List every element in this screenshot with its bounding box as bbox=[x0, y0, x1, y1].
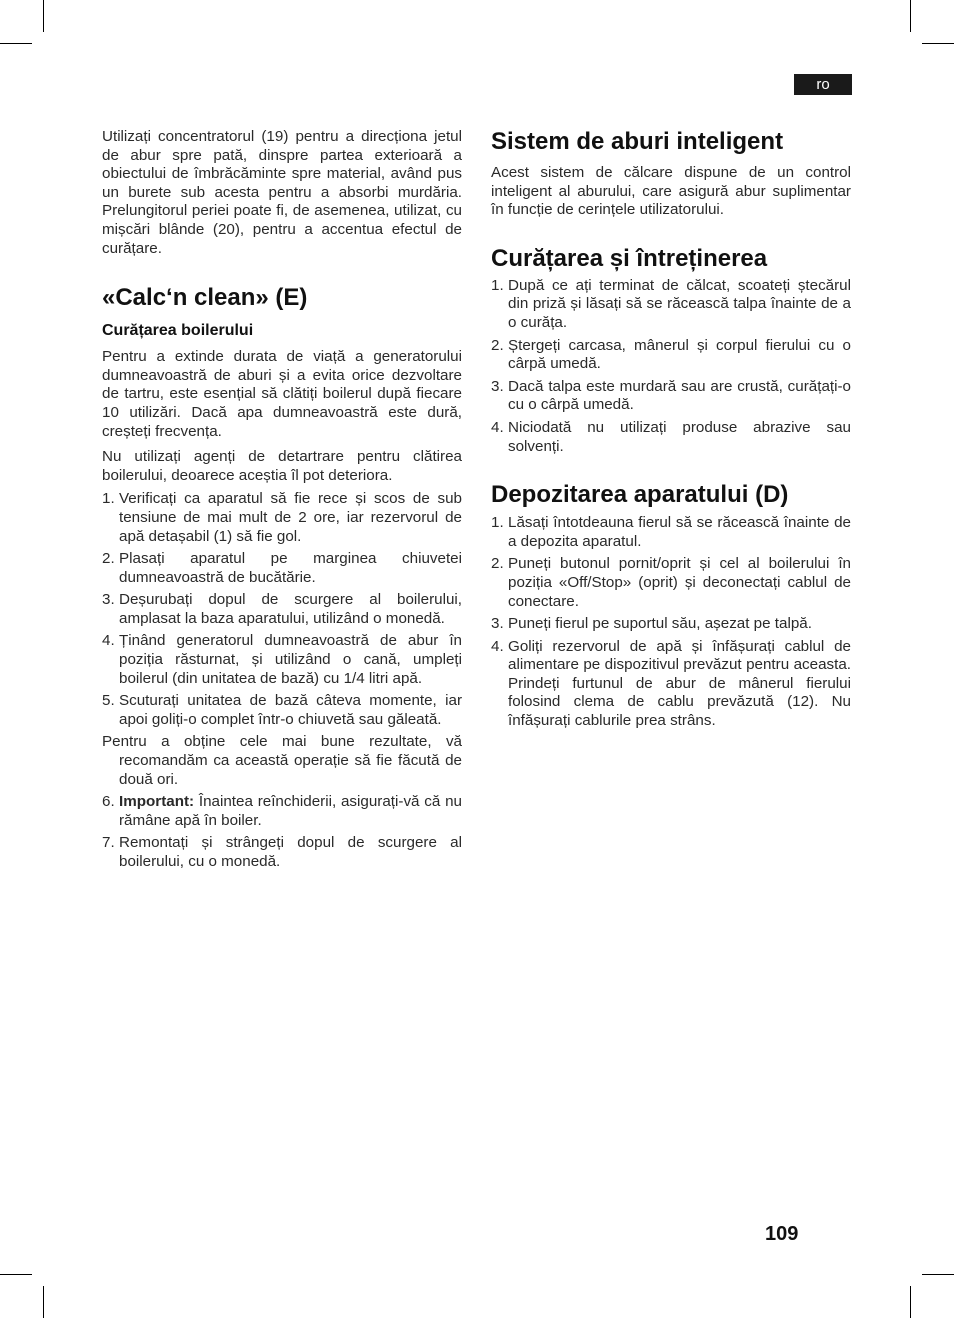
intro-paragraph: Utilizați concentratorul (19) pentru a direcționa jetul de abur spre pată, dinspre partea exterioară a obiectului de îmbrăcăminte spre material, având pus un burete sub acesta pentru a absorbi murdăria. Prelungitorul periei poate fi, de asemenea, utilizat, cu mișcări blânde (20), pentru a accentua efectul de curățare. bbox=[102, 128, 462, 257]
paragraph: Acest sistem de călcare dispune de un control inteligent al aburului, care asigură abur suplimentar în funcție de cerințele utilizatorului. bbox=[491, 164, 851, 219]
paragraph: Pentru a extinde durata de viață a generatorului dumneavoastră de aburi și a evita orice dezvoltare de tartru, este esențial să clătiți boilerul după fiecare 10 utilizări. Dacă apa dumneavoastră este dură, creșteți frecvența. bbox=[102, 348, 462, 440]
crop-mark bbox=[0, 1274, 32, 1275]
note-paragraph: Pentru a obține cele mai bune rezultate, vă recomandăm ca această operație să fie făcută de două ori. bbox=[102, 733, 462, 788]
list-item: 2. Puneți butonul pornit/oprit și cel al boilerului în poziția «Off/Stop» (oprit) și deconectați cablul de conectare. bbox=[491, 555, 851, 610]
steps-list bbox=[491, 514, 851, 731]
section-heading-steam-system: Sistem de aburi inteligent bbox=[491, 128, 784, 155]
section-heading-calc-clean: «Calc‘n clean» (E) bbox=[102, 284, 308, 312]
language-tag: ro bbox=[794, 74, 852, 95]
paragraph: Nu utilizați agenți de detartrare pentru clătirea boilerului, deoarece aceștia îl pot deteriora. bbox=[102, 448, 462, 484]
list-item: 1. Lăsați întotdeauna fierul să se răcească înainte de a depozita aparatul. bbox=[491, 514, 851, 550]
page-number: 109 bbox=[765, 1223, 799, 1245]
crop-mark bbox=[43, 0, 44, 32]
steps-list bbox=[102, 490, 462, 729]
list-item: 3. Deșurubați dopul de scurgere al boilerului, amplasat la baza aparatului, utilizând o monedă. bbox=[102, 591, 462, 627]
list-item: 6. Important: Înaintea reînchiderii, asigurați-vă că nu rămâne apă în boiler. bbox=[102, 793, 462, 829]
crop-mark bbox=[43, 1286, 44, 1318]
subheading-boiler-cleaning: Curățarea boilerului bbox=[102, 322, 254, 340]
list-item: 1. După ce ați terminat de călcat, scoateți ștecărul din priză și lăsați să se răcească talpa înainte de a o curăța. bbox=[491, 276, 851, 331]
list-item: 2. Plasați aparatul pe marginea chiuvetei dumneavoastră de bucătărie. bbox=[102, 550, 462, 586]
list-item: 5. Scuturați unitatea de bază câteva momente, iar apoi goliți-o complet într-o chiuvetă sau găleată. bbox=[102, 692, 462, 728]
crop-mark bbox=[922, 1274, 954, 1275]
list-item: 1. Verificați ca aparatul să fie rece și scos de sub tensiune de mai mult de 2 ore, iar rezervorul de apă detașabil (1) să fie gol. bbox=[102, 490, 462, 545]
crop-mark bbox=[910, 1286, 911, 1318]
right-column bbox=[491, 128, 851, 735]
section-heading-cleaning: Curățarea și întreținerea bbox=[491, 244, 768, 272]
important-label: Important: bbox=[119, 793, 195, 811]
list-item: 4. Niciodată nu utilizați produse abrazive sau solvenți. bbox=[491, 418, 851, 455]
steps-list bbox=[102, 793, 462, 871]
list-item: 4. Ținând generatorul dumneavoastră de abur în poziția răsturnat, și utilizând o cană, umpleți boilerul (din unitatea de bază) cu 1/4 litri apă. bbox=[102, 632, 462, 687]
list-item: 3. Puneți fierul pe suportul său, așezat pe talpă. bbox=[491, 615, 812, 633]
steps-list bbox=[491, 277, 851, 456]
list-item: 4. Goliți rezervorul de apă și înfășurați cablul de alimentare pe dispozitivul prevăzut pentru aceasta. Prindeți furtunul de abur de mânerul fierului folosind clema de cablu prevăzută (12). Nu înfășurați cablurile prea strâns. bbox=[491, 637, 851, 730]
crop-mark bbox=[0, 43, 32, 44]
left-column bbox=[102, 128, 462, 876]
list-item: 7. Remontați și strângeți dopul de scurgere al boilerului, cu o monedă. bbox=[102, 834, 462, 870]
list-item: 2. Ștergeți carcasa, mânerul și corpul fierului cu o cârpă umedă. bbox=[491, 336, 851, 373]
list-item: 3. Dacă talpa este murdară sau are crustă, curățați-o cu o cârpă umedă. bbox=[491, 377, 851, 414]
section-heading-storage: Depozitarea aparatului (D) bbox=[491, 481, 789, 509]
crop-mark bbox=[922, 43, 954, 44]
crop-mark bbox=[910, 0, 911, 32]
